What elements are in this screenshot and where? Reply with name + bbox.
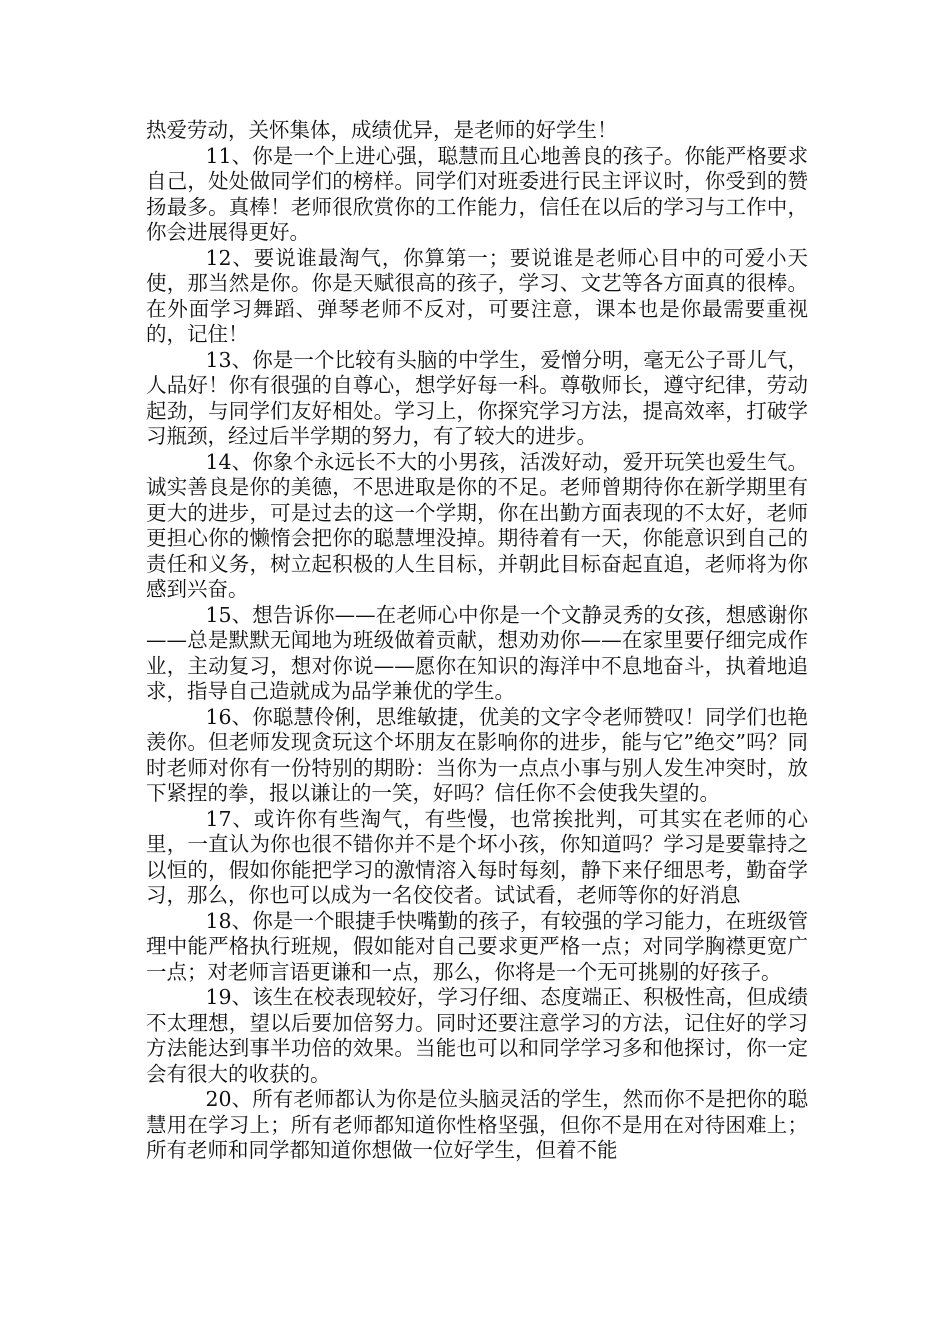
- paragraph-19: 19、该生在校表现较好，学习仔细、态度端正、积极性高，但成绩不太理想，望以后要加倍努力。同时还要注意学习的方法，记住好的学习方法能达到事半功倍的效果。当能也可以和同学学习多和他探讨，你一定会有很大的收获的。: [146, 985, 808, 1086]
- paragraph-18: 18、你是一个眼捷手快嘴勤的孩子，有较强的学习能力，在班级管理中能严格执行班规，假如能对自己要求更严格一点；对同学胸襟更宽广一点；对老师言语更谦和一点，那么，你将是一个无可挑剔的好孩子。: [146, 908, 808, 984]
- paragraph-15: 15、想告诉你——在老师心中你是一个文静灵秀的女孩，想感谢你——总是默默无闻地为班级做着贡献，想劝劝你——在家里要仔细完成作业，主动复习，想对你说——愿你在知识的海洋中不息地奋斗，执着地追求，指导自己造就成为品学兼优的学生。: [146, 602, 808, 703]
- paragraph-13: 13、你是一个比较有头脑的中学生，爱憎分明，毫无公子哥儿气，人品好！你有很强的自尊心，想学好每一科。尊敬师长，遵守纪律，劳动起劲，与同学们友好相处。学习上，你探究学习方法，提高效率，打破学习瓶颈，经过后半学期的努力，有了较大的进步。: [146, 347, 808, 448]
- paragraph-16: 16、你聪慧伶俐，思维敏捷，优美的文字令老师赞叹！同学们也艳羡你。但老师发现贪玩这个坏朋友在影响你的进步，能与它”绝交”吗？同时老师对你有一份特别的期盼：当你为一点点小事与别人发生冲突时，放下紧捏的拳，报以谦让的一笑，好吗？信任你不会使我失望的。: [146, 704, 808, 805]
- document-body: [146, 118, 808, 1164]
- paragraph-20: 20、所有老师都认为你是位头脑灵活的学生，然而你不是把你的聪慧用在学习上；所有老师都知道你性格坚强，但你不是用在对待困难上；所有老师和同学都知道你想做一位好学生，但着不能: [146, 1087, 808, 1162]
- paragraph-continued: 热爱劳动，关怀集体，成绩优异，是老师的好学生！: [146, 118, 618, 142]
- paragraph-14: 14、你象个永远长不大的小男孩，活泼好动，爱开玩笑也爱生气。诚实善良是你的美德，不思进取是你的不足。老师曾期待你在新学期里有更大的进步，可是过去的这一个学期，你在出勤方面表现的不太好，老师更担心你的懒惰会把你的聪慧埋没掉。期待着有一天，你能意识到自己的责任和义务，树立起积极的人生目标，并朝此目标奋起直追，老师将为你感到兴奋。: [146, 449, 808, 601]
- paragraph-11: 11、你是一个上进心强，聪慧而且心地善良的孩子。你能严格要求自己，处处做同学们的榜样。同学们对班委进行民主评议时，你受到的赞扬最多。真棒！老师很欣赏你的工作能力，信任在以后的学习与工作中，你会进展得更好。: [146, 143, 808, 244]
- paragraph-12: 12、要说谁最淘气，你算第一；要说谁是老师心目中的可爱小天使，那当然是你。你是天赋很高的孩子，学习、文艺等各方面真的很棒。在外面学习舞蹈、弹琴老师不反对，可要注意，课本也是你最需要重视的，记住！: [146, 245, 808, 346]
- paragraph-17: 17、或许你有些淘气，有些慢，也常挨批判，可其实在老师的心里，一直认为你也很不错你并不是个坏小孩，你知道吗？学习是要靠持之以恒的，假如你能把学习的激情溶入每时每刻，静下来仔细思考，勤奋学习，那么，你也可以成为一名佼佼者。试试看，老师等你的好消息: [146, 806, 808, 907]
